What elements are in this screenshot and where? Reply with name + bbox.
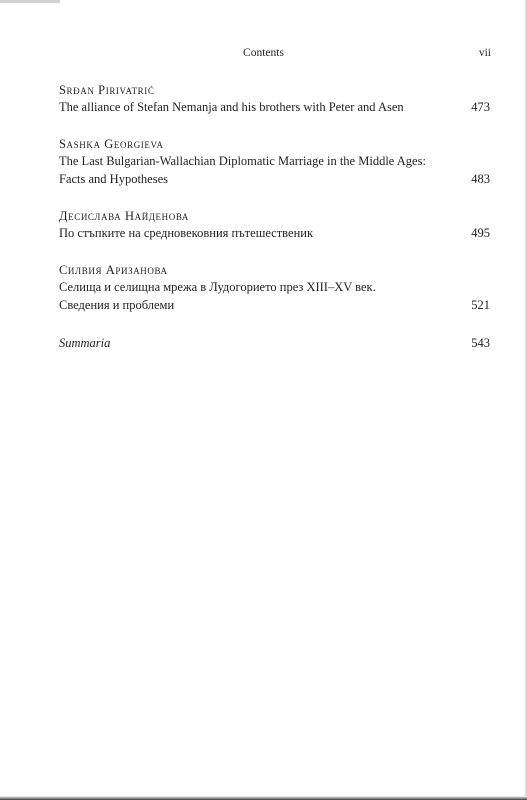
- entry-page-number: 495: [471, 226, 490, 240]
- entry-title: [59, 98, 490, 116]
- entry-author: Десислава Найденова: [59, 209, 189, 223]
- entry-title-line: The Last Bulgarian-Wallachian Diplomatic Marriage in the Middle Ages:: [59, 154, 426, 168]
- entry-title-line: Сведения и проблеми: [59, 298, 175, 312]
- scan-edge-bottom: [0, 796, 527, 800]
- entry-page-number: 521: [471, 298, 490, 312]
- toc-entry-summaria: [59, 334, 490, 352]
- entry-title-line: Facts and Hypotheses: [59, 172, 169, 186]
- running-title: Contents: [243, 47, 284, 59]
- toc-entry: [59, 208, 490, 242]
- running-head: [0, 47, 527, 63]
- entry-page-number: 473: [471, 100, 490, 114]
- table-of-contents: [59, 82, 490, 352]
- entry-title: [59, 224, 490, 242]
- entry-title: [59, 152, 490, 188]
- entry-author: Силвия Аризанова: [59, 263, 168, 277]
- toc-entry: [59, 82, 490, 116]
- summaria-page-number: 543: [471, 336, 490, 350]
- summaria-label: Summaria: [59, 336, 111, 350]
- toc-entry: [59, 262, 490, 314]
- entry-title-line: The alliance of Stefan Nemanja and his brothers with Peter and Asen: [59, 100, 404, 114]
- toc-entry: [59, 136, 490, 188]
- entry-title: [59, 278, 490, 314]
- entry-author: Srđan Pirivatrić: [59, 83, 155, 97]
- page-number: vii: [478, 47, 491, 59]
- entry-title-line: Селища и селищна мрежа в Лудогорието през XIII–XV век.: [59, 280, 376, 294]
- entry-title-line: По стъпките на средновековния пътешественик: [59, 226, 314, 240]
- entry-author: Sashka Georgieva: [59, 137, 164, 151]
- scan-edge-top: [0, 0, 60, 3]
- entry-page-number: 483: [471, 172, 490, 186]
